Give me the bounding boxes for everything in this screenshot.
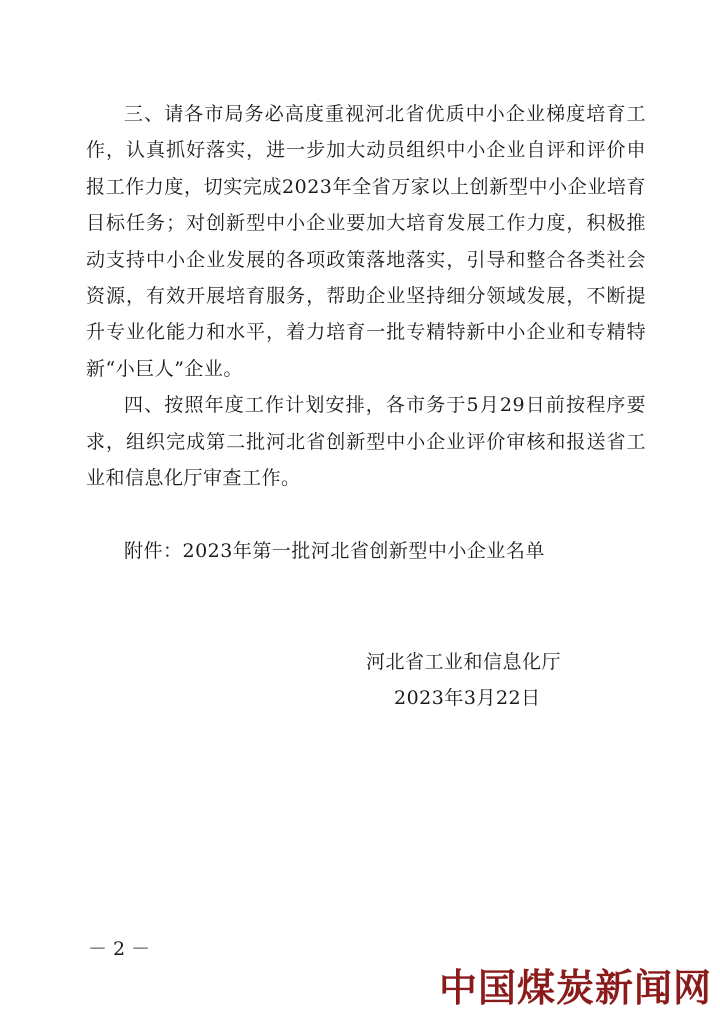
paragraph-four: 四、按照年度工作计划安排，各市务于5月29日前按程序要求，组织完成第二批河北省创新型中小企业评价审核和报送省工业和信息化厅审查工作。 — [86, 394, 646, 490]
paragraph-three: 三、请各市局务必高度重视河北省优质中小企业梯度培育工作，认真抓好落实，进一步加大动员组织中小企业自评和评价申报工作力度，切实完成2023年全省万家以上创新型中小企业培育目标任务；对创新型中小企业要加大培育发展工作力度，积极推动支持中小企业发展的各项政策落地落实，引导和整合各类社会资源，有效开展培育服务，帮助企业坚持细分领域发展，不断提升专业化能力和水平，着力培育一批专精特新中小企业和专精特新“小巨人”企业。 — [86, 103, 646, 380]
signature-block — [366, 644, 586, 716]
document-body — [86, 96, 646, 496]
attachment-line: 附件：2023年第一批河北省创新型中小企业名单 — [124, 540, 545, 562]
page-number: － 2 － — [88, 938, 151, 960]
issue-date: 2023年3月22日 — [394, 687, 541, 709]
site-watermark: 中国煤炭新闻网 — [438, 966, 712, 1010]
issuing-organization: 河北省工业和信息化厅 — [366, 651, 562, 673]
